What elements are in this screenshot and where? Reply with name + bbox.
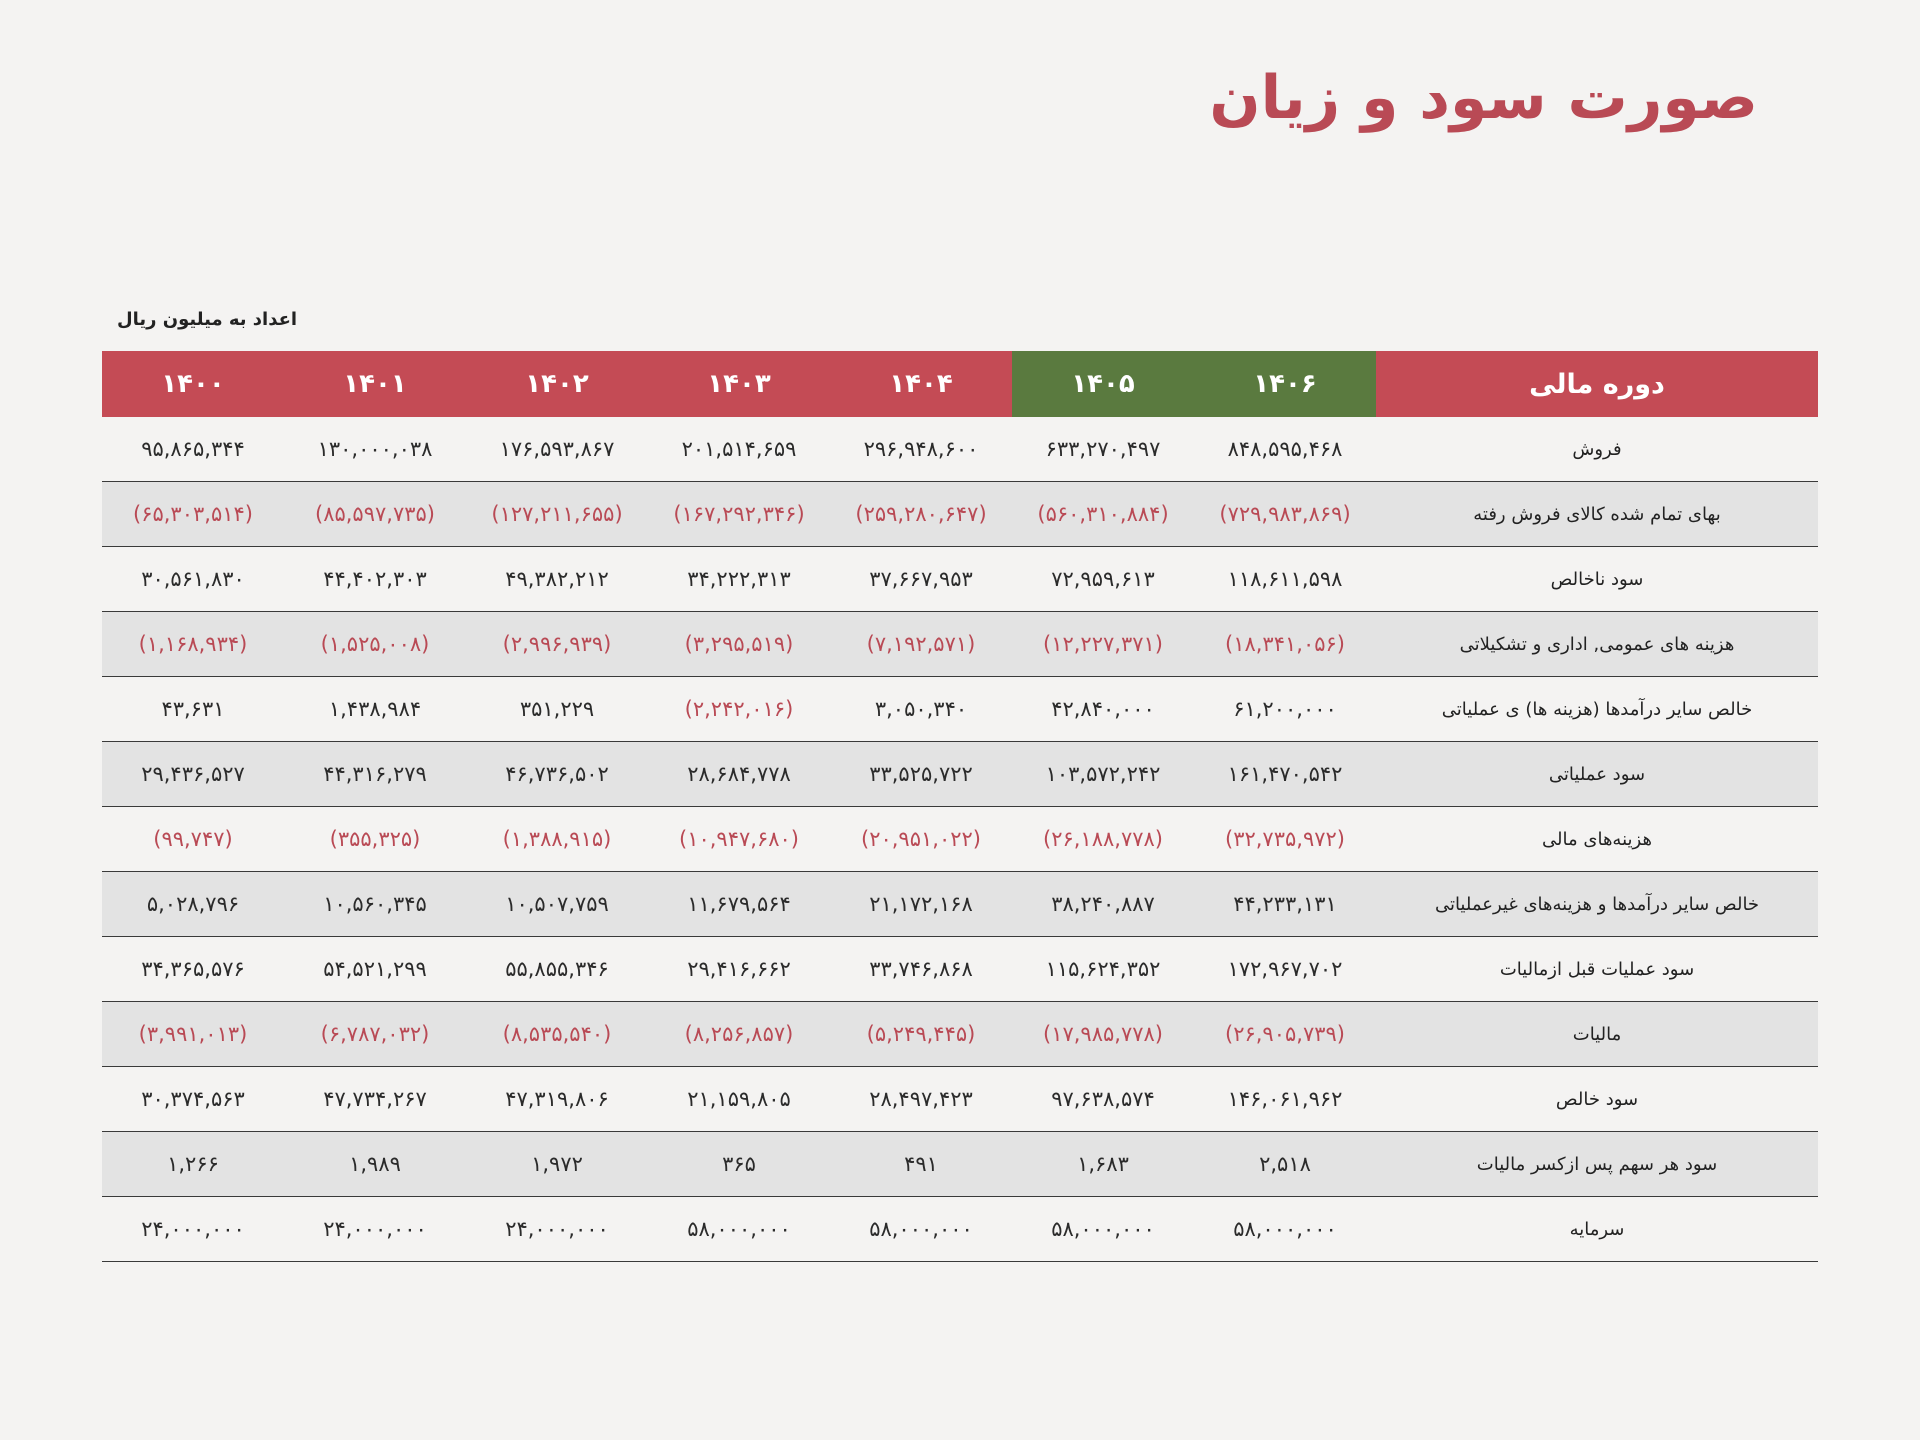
table-body xyxy=(102,417,1818,1262)
value-cell: (۲,۹۹۶,۹۳۹) xyxy=(466,612,648,677)
value-cell: ۳,۰۵۰,۳۴۰ xyxy=(830,677,1012,742)
value-cell: (۸۵,۵۹۷,۷۳۵) xyxy=(284,482,466,547)
value-cell: ۳۶۵ xyxy=(648,1132,830,1197)
value-cell: (۱۷,۹۸۵,۷۷۸) xyxy=(1012,1002,1194,1067)
value-cell: (۳۲,۷۳۵,۹۷۲) xyxy=(1194,807,1376,872)
year-header: ۱۴۰۳ xyxy=(648,351,830,417)
value-cell: ۳۴,۲۲۲,۳۱۳ xyxy=(648,547,830,612)
value-cell: ۳۷,۶۶۷,۹۵۳ xyxy=(830,547,1012,612)
value-cell: ۱۶۱,۴۷۰,۵۴۲ xyxy=(1194,742,1376,807)
value-cell: ۳۰,۳۷۴,۵۶۳ xyxy=(102,1067,284,1132)
value-cell: (۲۶,۱۸۸,۷۷۸) xyxy=(1012,807,1194,872)
row-label: فروش xyxy=(1376,417,1818,482)
value-cell: ۴۴,۴۰۲,۳۰۳ xyxy=(284,547,466,612)
header-row xyxy=(102,351,1818,417)
value-cell: ۱۷۶,۵۹۳,۸۶۷ xyxy=(466,417,648,482)
value-cell: ۲۹,۴۳۶,۵۲۷ xyxy=(102,742,284,807)
row-label: سود عملیاتی xyxy=(1376,742,1818,807)
page-title: صورت سود و زیان xyxy=(1209,63,1758,133)
value-cell: ۹۵,۸۶۵,۳۴۴ xyxy=(102,417,284,482)
value-cell: ۴۳,۶۳۱ xyxy=(102,677,284,742)
table-row xyxy=(102,547,1818,612)
value-cell: ۲۰۱,۵۱۴,۶۵۹ xyxy=(648,417,830,482)
value-cell: (۱۲,۲۲۷,۳۷۱) xyxy=(1012,612,1194,677)
value-cell: ۶۳۳,۲۷۰,۴۹۷ xyxy=(1012,417,1194,482)
value-cell: ۵۸,۰۰۰,۰۰۰ xyxy=(830,1197,1012,1262)
value-cell: ۱,۹۷۲ xyxy=(466,1132,648,1197)
value-cell: ۳۳,۵۲۵,۷۲۲ xyxy=(830,742,1012,807)
value-cell: (۵۶۰,۳۱۰,۸۸۴) xyxy=(1012,482,1194,547)
value-cell: ۹۷,۶۳۸,۵۷۴ xyxy=(1012,1067,1194,1132)
value-cell: ۵۸,۰۰۰,۰۰۰ xyxy=(648,1197,830,1262)
value-cell: (۳,۹۹۱,۰۱۳) xyxy=(102,1002,284,1067)
value-cell: ۷۲,۹۵۹,۶۱۳ xyxy=(1012,547,1194,612)
value-cell: ۱۰۳,۵۷۲,۲۴۲ xyxy=(1012,742,1194,807)
value-cell: ۲۱,۱۷۲,۱۶۸ xyxy=(830,872,1012,937)
value-cell: (۱۰,۹۴۷,۶۸۰) xyxy=(648,807,830,872)
year-header: ۱۴۰۴ xyxy=(830,351,1012,417)
value-cell: ۵۵,۸۵۵,۳۴۶ xyxy=(466,937,648,1002)
year-header: ۱۴۰۱ xyxy=(284,351,466,417)
value-cell: ۲۴,۰۰۰,۰۰۰ xyxy=(284,1197,466,1262)
value-cell: ۳۵۱,۲۲۹ xyxy=(466,677,648,742)
value-cell: (۲۰,۹۵۱,۰۲۲) xyxy=(830,807,1012,872)
value-cell: (۶۵,۳۰۳,۵۱۴) xyxy=(102,482,284,547)
table-row xyxy=(102,937,1818,1002)
value-cell: (۱,۳۸۸,۹۱۵) xyxy=(466,807,648,872)
value-cell: (۱۸,۳۴۱,۰۵۶) xyxy=(1194,612,1376,677)
value-cell: ۴۹۱ xyxy=(830,1132,1012,1197)
value-cell: (۷,۱۹۲,۵۷۱) xyxy=(830,612,1012,677)
row-label: خالص سایر درآمدها و هزینه‌های غیرعملیاتی xyxy=(1376,872,1818,937)
value-cell: (۱,۵۲۵,۰۰۸) xyxy=(284,612,466,677)
value-cell: ۲۴,۰۰۰,۰۰۰ xyxy=(102,1197,284,1262)
value-cell: (۹۹,۷۴۷) xyxy=(102,807,284,872)
value-cell: ۳۸,۲۴۰,۸۸۷ xyxy=(1012,872,1194,937)
value-cell: (۱,۱۶۸,۹۳۴) xyxy=(102,612,284,677)
table-row xyxy=(102,742,1818,807)
row-label: سرمایه xyxy=(1376,1197,1818,1262)
value-cell: ۵,۰۲۸,۷۹۶ xyxy=(102,872,284,937)
period-header: دوره مالی xyxy=(1376,351,1818,417)
row-label: سود ناخالص xyxy=(1376,547,1818,612)
row-label: سود عملیات قبل ازمالیات xyxy=(1376,937,1818,1002)
table-row xyxy=(102,1197,1818,1262)
value-cell: ۲۱,۱۵۹,۸۰۵ xyxy=(648,1067,830,1132)
value-cell: ۱,۲۶۶ xyxy=(102,1132,284,1197)
value-cell: ۲۴,۰۰۰,۰۰۰ xyxy=(466,1197,648,1262)
value-cell: ۱۱,۶۷۹,۵۶۴ xyxy=(648,872,830,937)
value-cell: ۵۸,۰۰۰,۰۰۰ xyxy=(1194,1197,1376,1262)
value-cell: ۱۱۸,۶۱۱,۵۹۸ xyxy=(1194,547,1376,612)
value-cell: ۴۷,۷۳۴,۲۶۷ xyxy=(284,1067,466,1132)
value-cell: (۱۶۷,۲۹۲,۳۴۶) xyxy=(648,482,830,547)
table-row xyxy=(102,872,1818,937)
value-cell: ۵۴,۵۲۱,۲۹۹ xyxy=(284,937,466,1002)
year-header: ۱۴۰۰ xyxy=(102,351,284,417)
value-cell: ۴۴,۳۱۶,۲۷۹ xyxy=(284,742,466,807)
value-cell: ۳۴,۳۶۵,۵۷۶ xyxy=(102,937,284,1002)
row-label: بهای تمام شده کالای فروش رفته xyxy=(1376,482,1818,547)
value-cell: (۲۵۹,۲۸۰,۶۴۷) xyxy=(830,482,1012,547)
value-cell: ۲۹۶,۹۴۸,۶۰۰ xyxy=(830,417,1012,482)
value-cell: (۶,۷۸۷,۰۳۲) xyxy=(284,1002,466,1067)
value-cell: (۲۶,۹۰۵,۷۳۹) xyxy=(1194,1002,1376,1067)
value-cell: (۷۲۹,۹۸۳,۸۶۹) xyxy=(1194,482,1376,547)
value-cell: ۴۹,۳۸۲,۲۱۲ xyxy=(466,547,648,612)
value-cell: ۱,۴۳۸,۹۸۴ xyxy=(284,677,466,742)
row-label: مالیات xyxy=(1376,1002,1818,1067)
value-cell: (۳۵۵,۳۲۵) xyxy=(284,807,466,872)
value-cell: ۲۹,۴۱۶,۶۶۲ xyxy=(648,937,830,1002)
income-statement-table xyxy=(102,351,1818,1262)
value-cell: ۱۰,۵۰۷,۷۵۹ xyxy=(466,872,648,937)
value-cell: (۵,۲۴۹,۴۴۵) xyxy=(830,1002,1012,1067)
value-cell: ۲۸,۶۸۴,۷۷۸ xyxy=(648,742,830,807)
year-header: ۱۴۰۵ xyxy=(1012,351,1194,417)
unit-note: اعداد به میلیون ریال xyxy=(117,309,298,330)
value-cell: ۳۳,۷۴۶,۸۶۸ xyxy=(830,937,1012,1002)
value-cell: (۸,۲۵۶,۸۵۷) xyxy=(648,1002,830,1067)
value-cell: ۴۲,۸۴۰,۰۰۰ xyxy=(1012,677,1194,742)
table-row xyxy=(102,482,1818,547)
year-header: ۱۴۰۲ xyxy=(466,351,648,417)
row-label: هزینه‌های مالی xyxy=(1376,807,1818,872)
value-cell: ۶۱,۲۰۰,۰۰۰ xyxy=(1194,677,1376,742)
row-label: سود هر سهم پس ازکسر مالیات xyxy=(1376,1132,1818,1197)
table-row xyxy=(102,612,1818,677)
value-cell: ۴۶,۷۳۶,۵۰۲ xyxy=(466,742,648,807)
value-cell: (۲,۲۴۲,۰۱۶) xyxy=(648,677,830,742)
row-label: خالص سایر درآمدها (هزینه ها) ی عملیاتی xyxy=(1376,677,1818,742)
value-cell: ۱,۶۸۳ xyxy=(1012,1132,1194,1197)
table-row xyxy=(102,417,1818,482)
table-row xyxy=(102,677,1818,742)
value-cell: ۱,۹۸۹ xyxy=(284,1132,466,1197)
value-cell: ۳۰,۵۶۱,۸۳۰ xyxy=(102,547,284,612)
value-cell: ۱۰,۵۶۰,۳۴۵ xyxy=(284,872,466,937)
value-cell: ۵۸,۰۰۰,۰۰۰ xyxy=(1012,1197,1194,1262)
value-cell: ۱۱۵,۶۲۴,۳۵۲ xyxy=(1012,937,1194,1002)
row-label: هزینه های عمومی, اداری و تشکیلاتی xyxy=(1376,612,1818,677)
table-row xyxy=(102,1067,1818,1132)
value-cell: (۳,۲۹۵,۵۱۹) xyxy=(648,612,830,677)
table-row xyxy=(102,1132,1818,1197)
value-cell: ۱۷۲,۹۶۷,۷۰۲ xyxy=(1194,937,1376,1002)
value-cell: ۱۳۰,۰۰۰,۰۳۸ xyxy=(284,417,466,482)
value-cell: ۱۴۶,۰۶۱,۹۶۲ xyxy=(1194,1067,1376,1132)
value-cell: (۱۲۷,۲۱۱,۶۵۵) xyxy=(466,482,648,547)
table-row xyxy=(102,1002,1818,1067)
value-cell: ۲۸,۴۹۷,۴۲۳ xyxy=(830,1067,1012,1132)
value-cell: ۸۴۸,۵۹۵,۴۶۸ xyxy=(1194,417,1376,482)
value-cell: ۲,۵۱۸ xyxy=(1194,1132,1376,1197)
row-label: سود خالص xyxy=(1376,1067,1818,1132)
table-row xyxy=(102,807,1818,872)
value-cell: ۴۷,۳۱۹,۸۰۶ xyxy=(466,1067,648,1132)
year-header: ۱۴۰۶ xyxy=(1194,351,1376,417)
value-cell: ۴۴,۲۳۳,۱۳۱ xyxy=(1194,872,1376,937)
value-cell: (۸,۵۳۵,۵۴۰) xyxy=(466,1002,648,1067)
